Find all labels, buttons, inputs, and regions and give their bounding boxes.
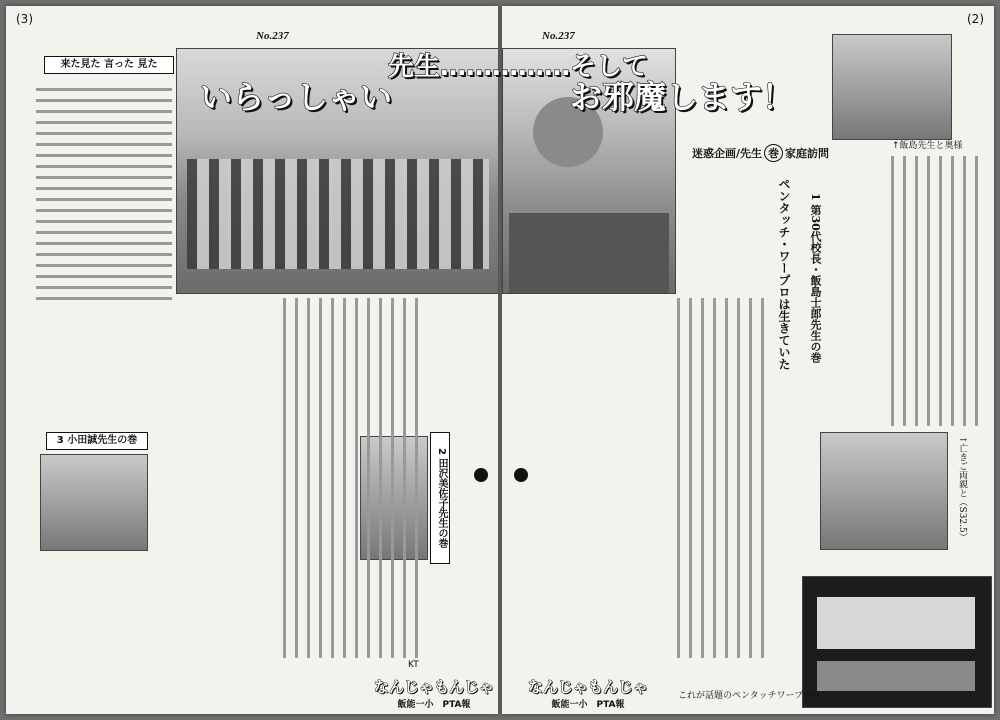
- body-text-block-right-top: [828, 156, 978, 426]
- section2-heading: 2 田沢美佐子先生の巻: [430, 432, 450, 564]
- body-text-block-left: [46, 298, 418, 658]
- section1-subheading: ペンタッチ・ワープロは生きていた: [777, 178, 791, 370]
- banner-line1: 先生……………そして: [388, 52, 649, 82]
- logo-main-left: なんじゃもんじゃ: [374, 678, 495, 696]
- pta-logo-right: [528, 676, 648, 710]
- column-title: 来た見た 言った 見た: [44, 56, 174, 74]
- word-processor-photo: [802, 576, 992, 708]
- banner-line2-left: いらっしゃい: [200, 78, 393, 116]
- section3-heading: 3 小田誠先生の巻: [46, 432, 148, 450]
- caption-word-processor: これが話題のペンタッチワープロ→: [678, 691, 820, 701]
- punch-hole: [474, 468, 488, 482]
- punch-hole-right: [514, 468, 528, 482]
- left-issue-number: No.237: [256, 30, 289, 42]
- feature-label-text: 迷惑企画/先生: [692, 147, 763, 160]
- feature-label-mark: 巻: [764, 144, 783, 162]
- logo-sub-right: 飯能一小 PTA報: [551, 700, 625, 710]
- right-issue-number: No.237: [542, 30, 575, 42]
- section1-heading: 1 第30代校長・飯島士郎先生の巻: [809, 193, 822, 363]
- family-photo: [820, 432, 948, 550]
- feature-label-tail: 家庭訪問: [785, 147, 830, 160]
- right-page-number: (2): [967, 12, 984, 26]
- logo-main-right: なんじゃもんじゃ: [528, 678, 649, 696]
- banner-line2-right: お邪魔します！: [570, 78, 795, 116]
- kt-signature: KT: [408, 660, 419, 670]
- logo-sub-left: 飯能一小 PTA報: [397, 700, 471, 710]
- couple-photo: [832, 34, 952, 140]
- caption-family: ↑亡きご両親と（S32.5）: [957, 436, 967, 542]
- pta-logo-left: [374, 676, 494, 710]
- caption-couple: ↑飯島先生と奥様: [892, 141, 963, 151]
- left-page-number: (3): [16, 12, 33, 26]
- body-text-block-right: [524, 298, 764, 658]
